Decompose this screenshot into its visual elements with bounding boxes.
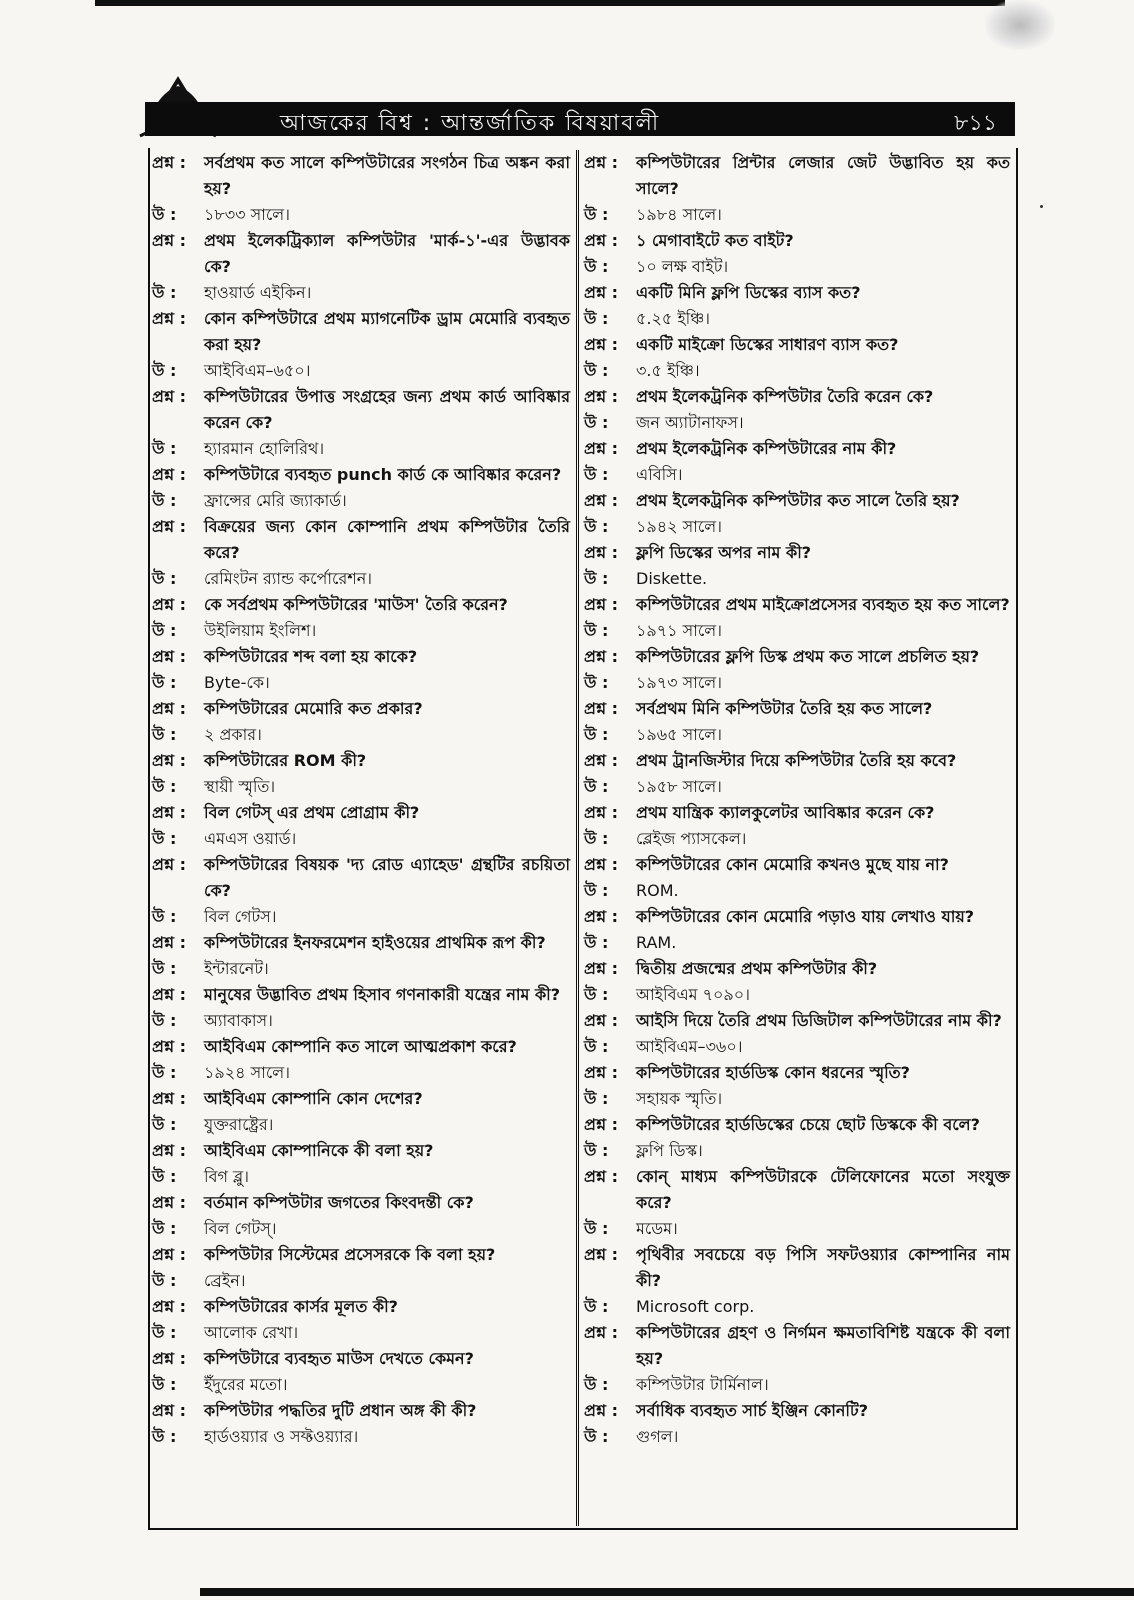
answer-text: ১৯৭১ সালে। [636,621,722,640]
answer-text: ২ প্রকার। [204,725,262,744]
question-text: কম্পিউটারের গ্রহণ ও নির্গমন ক্ষমতাবিশিষ্ট যন্ত্রকে কী বলা হয়? [636,1323,1010,1368]
answer-row [584,774,1010,800]
answer-text: ১৯৫৮ সালে। [636,777,722,796]
question-text: বর্তমান কম্পিউটার জগতের কিংবদন্তী কে? [204,1193,474,1212]
question-text: প্রথম ইলেকট্রনিক কম্পিউটার তৈরি করেন কে? [636,387,934,406]
question-row [584,332,1010,358]
answer-row [152,1372,570,1398]
question-text: কম্পিউটারের প্রথম মাইক্রোপ্রসেসর ব্যবহৃত হয় কত সালে? [636,595,1010,614]
answer-label: উ : [584,985,609,1004]
answer-row [584,878,1010,904]
answer-row [584,1294,1010,1320]
answer-text: রেমিংটন র‍্যান্ড কর্পোরেশন। [204,569,373,588]
question-label: প্রশ্ন : [152,231,186,250]
answer-label: উ : [584,1297,609,1316]
answer-text: কম্পিউটার টার্মিনাল। [636,1375,769,1394]
question-label: প্রশ্ন : [584,153,618,172]
question-row [584,1008,1010,1034]
answer-row [584,1034,1010,1060]
right-column [584,150,1010,1450]
question-text: কম্পিউটারের কার্সর মূলত কী? [204,1297,398,1316]
answer-label: উ : [584,829,609,848]
answer-label: উ : [584,621,609,640]
answer-row [152,280,570,306]
question-label: প্রশ্ন : [584,959,618,978]
question-text: কম্পিউটারের বিষয়ক 'দ্য রোড এ্যাহেড' গ্রন্থটির রচয়িতা কে? [204,855,570,900]
answer-text: আলোক রেখা। [204,1323,299,1342]
answer-row [584,618,1010,644]
answer-row [584,1372,1010,1398]
answer-row [152,1164,570,1190]
answer-text: আইবিএম ৭০৯০। [636,985,750,1004]
column-divider [576,150,579,1526]
answer-row [584,1424,1010,1450]
question-text: কম্পিউটারের ফ্লপি ডিস্ক প্রথম কত সালে প্রচলিত হয়? [636,647,980,666]
question-text: বিল গেটস্ এর প্রথম প্রোগ্রাম কী? [204,803,420,822]
top-rule [95,0,1005,6]
question-label: প্রশ্ন : [584,907,618,926]
question-row [584,1242,1010,1294]
answer-text: Microsoft corp. [636,1297,755,1316]
question-row [584,488,1010,514]
answer-text: আইবিএম–৬৫০। [204,361,311,380]
question-row [152,852,570,904]
question-text: কম্পিউটার পদ্ধতির দুটি প্রধান অঙ্গ কী কী? [204,1401,477,1420]
answer-row [152,904,570,930]
question-label: প্রশ্ন : [584,855,618,874]
answer-row [152,826,570,852]
answer-row [152,1216,570,1242]
answer-text: ব্রেইন। [204,1271,246,1290]
question-label: প্রশ্ন : [152,855,186,874]
answer-text: এমএস ওয়ার্ড। [204,829,297,848]
question-label: প্রশ্ন : [152,153,186,172]
answer-label: উ : [584,673,609,692]
question-label: প্রশ্ন : [152,803,186,822]
answer-label: উ : [584,413,609,432]
question-label: প্রশ্ন : [584,439,618,458]
answer-row [152,358,570,384]
answer-text: উইলিয়াম ইংলিশ। [204,621,317,640]
answer-label: উ : [584,725,609,744]
answer-label: উ : [152,1427,177,1446]
question-row [584,384,1010,410]
question-text: পৃথিবীর সবচেয়ে বড় পিসি সফটওয়্যার কোম্পানির নাম কী? [636,1245,1010,1290]
answer-text: হার্ডওয়্যার ও সফ্টওয়্যার। [204,1427,359,1446]
question-label: প্রশ্ন : [584,335,618,354]
question-row [152,644,570,670]
answer-label: উ : [152,673,177,692]
answer-text: আইবিএম–৩৬০। [636,1037,743,1056]
question-text: কম্পিউটারের কোন মেমোরি কখনও মুছে যায় না? [636,855,949,874]
answer-row [152,488,570,514]
question-label: প্রশ্ন : [584,803,618,822]
answer-row [152,670,570,696]
answer-label: উ : [152,959,177,978]
answer-row [152,956,570,982]
question-row [584,1060,1010,1086]
question-label: প্রশ্ন : [584,1115,618,1134]
question-row [584,592,1010,618]
question-text: কম্পিউটারে ব্যবহৃত punch কার্ড কে আবিষ্কার করেন? [204,465,562,484]
question-text: কম্পিউটারের প্রিন্টার লেজার জেট উদ্ভাবিত হয় কত সালে? [636,153,1010,198]
answer-label: উ : [152,1167,177,1186]
bottom-rule [200,1588,1134,1596]
answer-row [584,1138,1010,1164]
question-row [152,1138,570,1164]
answer-text: ৩.৫ ইঞ্চি। [636,361,700,380]
question-text: আইবিএম কোম্পানি কত সালে আত্মপ্রকাশ করে? [204,1037,517,1056]
corner-smudge [985,0,1055,50]
question-text: একটি মিনি ফ্লপি ডিস্কের ব্যাস কত? [636,283,861,302]
question-row [152,384,570,436]
answer-text: ইঁদুরের মতো। [204,1375,288,1394]
answer-label: উ : [152,829,177,848]
answer-row [152,722,570,748]
answer-label: উ : [152,1375,177,1394]
answer-row [584,462,1010,488]
question-row [584,280,1010,306]
question-label: প্রশ্ন : [584,1401,618,1420]
answer-text: বিগ ব্লু। [204,1167,249,1186]
question-row [152,1398,570,1424]
question-label: প্রশ্ন : [584,751,618,770]
question-row [584,1398,1010,1424]
answer-label: উ : [584,933,609,952]
question-label: প্রশ্ন : [152,933,186,952]
answer-text: যুক্তরাষ্ট্রের। [204,1115,274,1134]
answer-label: উ : [152,1063,177,1082]
answer-label: উ : [584,777,609,796]
question-label: প্রশ্ন : [152,1297,186,1316]
answer-row [584,1086,1010,1112]
answer-label: উ : [584,517,609,536]
answer-row [152,566,570,592]
answer-label: উ : [584,1141,609,1160]
question-text: বিক্রয়ের জন্য কোন কোম্পানি প্রথম কম্পিউটার তৈরি করে? [204,517,570,562]
answer-text: ১০ লক্ষ বাইট। [636,257,729,276]
answer-text: ৫.২৫ ইঞ্চি। [636,309,710,328]
question-text: কম্পিউটারের শব্দ বলা হয় কাকে? [204,647,418,666]
answer-text: মডেম। [636,1219,678,1238]
question-row [152,150,570,202]
answer-row [152,1424,570,1450]
answer-label: উ : [152,1115,177,1134]
question-label: প্রশ্ন : [584,543,618,562]
question-row [152,592,570,618]
answer-text: RAM. [636,933,677,952]
answer-text: বিল গেটস। [204,907,277,926]
question-text: প্রথম ট্রানজিস্টার দিয়ে কম্পিউটার তৈরি হয় কবে? [636,751,957,770]
answer-label: উ : [584,1427,609,1446]
answer-row [584,410,1010,436]
answer-text: ফ্রান্সের মেরি জ্যাকার্ড। [204,491,347,510]
question-row [152,228,570,280]
answer-label: উ : [152,1271,177,1290]
question-row [152,1294,570,1320]
question-row [584,228,1010,254]
answer-row [584,930,1010,956]
answer-row [152,774,570,800]
answer-text: হ্যারমান হোলিরিথ। [204,439,325,458]
answer-row [584,826,1010,852]
question-row [152,1190,570,1216]
answer-label: উ : [584,1089,609,1108]
question-text: কম্পিউটারের মেমোরি কত প্রকার? [204,699,423,718]
answer-row [152,1060,570,1086]
answer-text: Byte-কে। [204,673,270,692]
question-text: কম্পিউটারের হার্ডডিস্কের চেয়ে ছোট ডিস্ককে কী বলে? [636,1115,980,1134]
question-label: প্রশ্ন : [152,1245,186,1264]
question-row [584,852,1010,878]
answer-text: ১৯৬৫ সালে। [636,725,722,744]
answer-label: উ : [152,205,177,224]
question-text: মানুষের উদ্ভাবিত প্রথম হিসাব গণনাকারী যন্ত্রের নাম কী? [204,985,561,1004]
question-text: আইসি দিয়ে তৈরি প্রথম ডিজিটাল কম্পিউটারের নাম কী? [636,1011,1002,1030]
question-label: প্রশ্ন : [152,595,186,614]
question-label: প্রশ্ন : [584,231,618,250]
answer-label: উ : [584,257,609,276]
question-row [584,748,1010,774]
answer-text: ১৯৪২ সালে। [636,517,722,536]
question-label: প্রশ্ন : [152,1089,186,1108]
answer-text: ইন্টারনেট। [204,959,269,978]
question-row [152,696,570,722]
answer-text: Diskette. [636,569,708,588]
question-label: প্রশ্ন : [584,1167,618,1186]
question-label: প্রশ্ন : [584,1063,618,1082]
question-text: কম্পিউটারের উপাত্ত সংগ্রহের জন্য প্রথম কার্ড আবিষ্কার করেন কে? [204,387,570,432]
question-label: প্রশ্ন : [152,751,186,770]
answer-label: উ : [152,1011,177,1030]
question-label: প্রশ্ন : [152,517,186,536]
question-text: একটি মাইক্রো ডিস্কের সাধারণ ব্যাস কত? [636,335,899,354]
left-column [152,150,570,1450]
answer-label: উ : [584,205,609,224]
answer-label: উ : [152,907,177,926]
answer-text: ROM. [636,881,679,900]
answer-label: উ : [584,309,609,328]
answer-row [584,202,1010,228]
answer-text: সহায়ক স্মৃতি। [636,1089,723,1108]
question-text: কোন্ মাধ্যম কম্পিউটারকে টেলিফোনের মতো সংযুক্ত করে? [636,1167,1010,1212]
question-row [584,1320,1010,1372]
question-row [152,514,570,566]
answer-label: উ : [152,1323,177,1342]
question-text: ফ্লপি ডিস্কের অপর নাম কী? [636,543,812,562]
answer-text: এবিসি। [636,465,683,484]
answer-label: উ : [152,621,177,640]
question-row [152,1346,570,1372]
question-row [152,306,570,358]
question-text: কম্পিউটারের ROM কী? [204,751,367,770]
question-text: সর্বপ্রথম মিনি কম্পিউটার তৈরি হয় কত সালে? [636,699,933,718]
question-text: প্রথম যান্ত্রিক ক্যালকুলেটর আবিষ্কার করেন কে? [636,803,935,822]
question-row [584,696,1010,722]
stray-mark [1040,205,1043,208]
question-text: কম্পিউটার সিস্টেমের প্রসেসরকে কি বলা হয়? [204,1245,496,1264]
question-text: কে সর্বপ্রথম কম্পিউটারের 'মাউস' তৈরি করেন? [204,595,508,614]
question-row [152,1034,570,1060]
question-row [152,930,570,956]
answer-label: উ : [584,569,609,588]
question-label: প্রশ্ন : [152,985,186,1004]
question-label: প্রশ্ন : [584,491,618,510]
answer-text: ১৯৭৩ সালে। [636,673,722,692]
question-label: প্রশ্ন : [584,283,618,302]
question-text: সর্বাধিক ব্যবহৃত সার্চ ইঞ্জিন কোনটি? [636,1401,868,1420]
question-text: প্রথম ইলেকট্রনিক কম্পিউটারের নাম কী? [636,439,897,458]
question-label: প্রশ্ন : [152,465,186,484]
question-text: প্রথম ইলেকট্রিক্যাল কম্পিউটার 'মার্ক-১'-এর উদ্ভাবক কে? [204,231,570,276]
question-label: প্রশ্ন : [584,387,618,406]
page-number: ৮১১ [954,111,997,136]
question-row [152,748,570,774]
question-label: প্রশ্ন : [152,1349,186,1368]
answer-text: জন অ্যাটানাফস। [636,413,744,432]
question-label: প্রশ্ন : [584,1323,618,1342]
question-label: প্রশ্ন : [152,647,186,666]
answer-label: উ : [152,1219,177,1238]
question-row [584,1164,1010,1216]
answer-label: উ : [584,1219,609,1238]
answer-label: উ : [584,881,609,900]
question-text: কম্পিউটারের হার্ডডিস্ক কোন ধরনের স্মৃতি? [636,1063,910,1082]
answer-label: উ : [152,491,177,510]
answer-row [584,566,1010,592]
answer-text: ১৯৮৪ সালে। [636,205,722,224]
question-text: আইবিএম কোম্পানি কোন দেশের? [204,1089,423,1108]
question-label: প্রশ্ন : [152,1141,186,1160]
answer-text: গুগল। [636,1427,679,1446]
answer-text: ১৯২৪ সালে। [204,1063,290,1082]
answer-row [152,1008,570,1034]
answer-row [152,618,570,644]
question-text: সর্বপ্রথম কত সালে কম্পিউটারের সংগঠন চিত্র অঙ্কন করা হয়? [204,153,570,198]
answer-text: ব্লেইজ প্যাসকেল। [636,829,747,848]
question-row [152,1242,570,1268]
question-row [584,800,1010,826]
answer-text: অ্যাবাকাস। [204,1011,273,1030]
question-label: প্রশ্ন : [584,1245,618,1264]
answer-row [584,254,1010,280]
answer-row [152,1112,570,1138]
question-label: প্রশ্ন : [152,387,186,406]
answer-text: বিল গেটস্। [204,1219,277,1238]
question-text: কম্পিউটারের ইনফরমেশন হাইওয়ের প্রাথমিক রূপ কী? [204,933,546,952]
question-label: প্রশ্ন : [152,699,186,718]
answer-row [584,670,1010,696]
answer-row [152,1268,570,1294]
question-row [152,1086,570,1112]
answer-row [584,514,1010,540]
question-row [584,540,1010,566]
question-label: প্রশ্ন : [584,1011,618,1030]
question-row [584,904,1010,930]
answer-label: উ : [152,283,177,302]
answer-text: হাওয়ার্ড এইকিন। [204,283,312,302]
answer-row [152,202,570,228]
answer-row [152,436,570,462]
answer-label: উ : [584,1375,609,1394]
question-text: প্রথম ইলেকট্রনিক কম্পিউটার কত সালে তৈরি হয়? [636,491,960,510]
question-label: প্রশ্ন : [152,1037,186,1056]
question-label: প্রশ্ন : [584,647,618,666]
question-text: কোন কম্পিউটারে প্রথম ম্যাগনেটিক ড্রাম মেমোরি ব্যবহৃত করা হয়? [204,309,570,354]
question-label: প্রশ্ন : [152,309,186,328]
question-row [152,982,570,1008]
answer-label: উ : [152,439,177,458]
answer-label: উ : [152,569,177,588]
answer-label: উ : [584,465,609,484]
question-row [584,956,1010,982]
answer-label: উ : [584,1037,609,1056]
question-row [152,462,570,488]
question-row [584,644,1010,670]
answer-label: উ : [152,777,177,796]
question-row [584,1112,1010,1138]
question-row [584,436,1010,462]
answer-row [584,1216,1010,1242]
question-label: প্রশ্ন : [152,1401,186,1420]
answer-label: উ : [152,361,177,380]
question-text: ১ মেগাবাইটে কত বাইট? [636,231,794,250]
answer-label: উ : [584,361,609,380]
question-text: কম্পিউটারের কোন মেমোরি পড়াও যায় লেখাও যায়? [636,907,975,926]
answer-row [584,982,1010,1008]
answer-row [584,358,1010,384]
question-label: প্রশ্ন : [584,595,618,614]
answer-text: ফ্লপি ডিস্ক। [636,1141,703,1160]
question-label: প্রশ্ন : [152,1193,186,1212]
answer-label: উ : [152,725,177,744]
answer-row [584,722,1010,748]
header-title: আজকের বিশ্ব : আন্তর্জাতিক বিষয়াবলী [280,111,661,136]
question-text: আইবিএম কোম্পানিকে কী বলা হয়? [204,1141,434,1160]
question-row [152,800,570,826]
question-label: প্রশ্ন : [584,699,618,718]
answer-row [584,306,1010,332]
question-text: দ্বিতীয় প্রজন্মের প্রথম কম্পিউটার কী? [636,959,878,978]
question-row [584,150,1010,202]
answer-text: স্থায়ী স্মৃতি। [204,777,276,796]
page-header [145,102,1015,136]
answer-row [152,1320,570,1346]
answer-text: ১৮৩৩ সালে। [204,205,290,224]
question-text: কম্পিউটারে ব্যবহৃত মাউস দেখতে কেমন? [204,1349,474,1368]
